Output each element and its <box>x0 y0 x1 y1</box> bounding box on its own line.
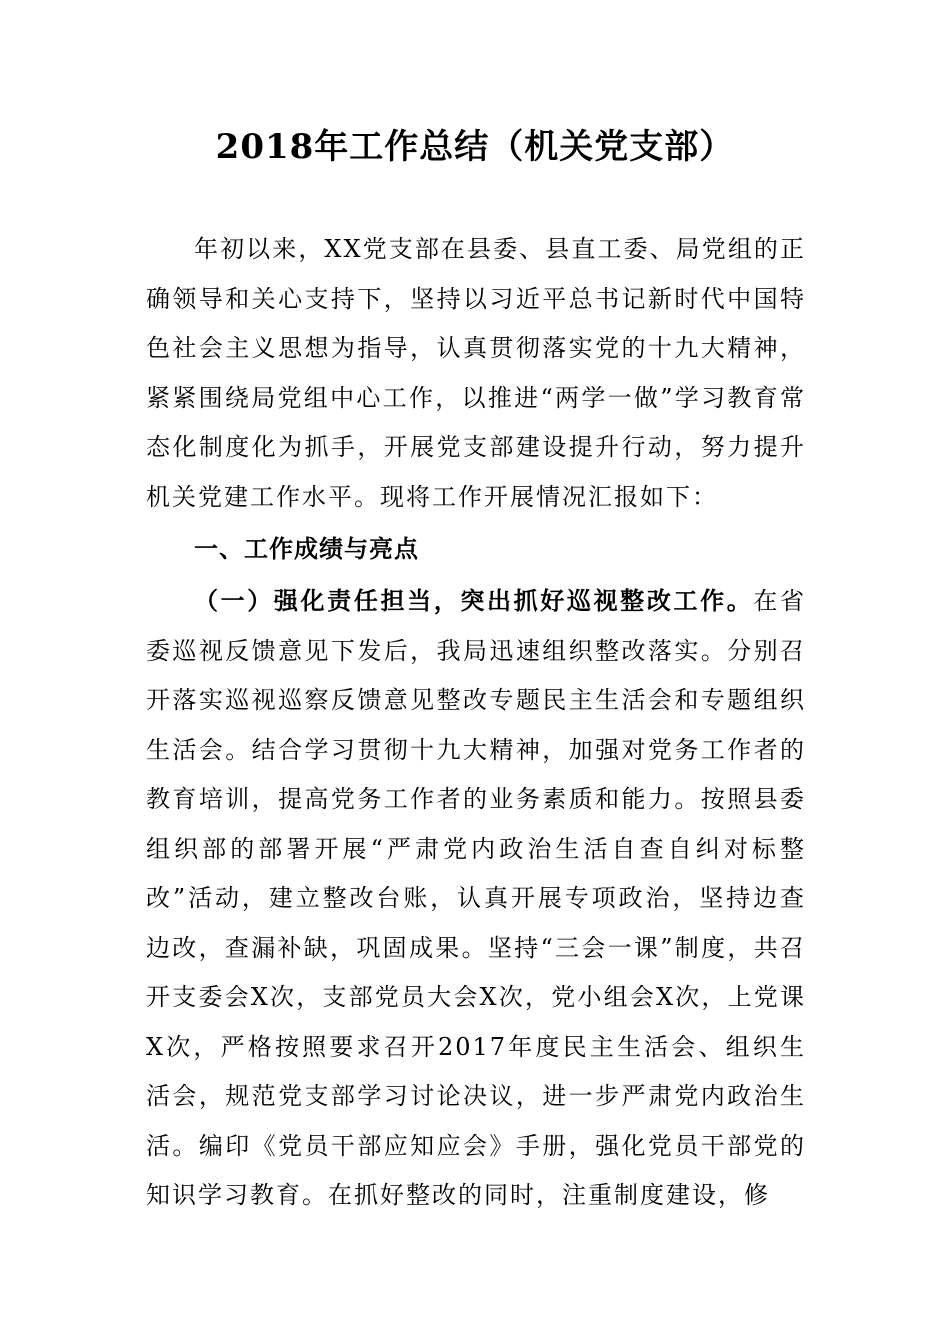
section-heading: 一、工作成绩与亮点 <box>194 535 419 563</box>
subsection-heading: （一）强化责任担当，突出抓好巡视整改工作。 <box>194 586 754 615</box>
intro-paragraph: 年初以来，XX党支部在县委、县直工委、局党组的正确领导和关心支持下，坚持以习近平总书记新时代中国特色社会主义思想为指导，认真贯彻落实党的十九大精神，紧紧围绕局党组中心工作，以推进“两学一做”学习教育常态化制度化为抓手，开展党支部建设提升行动，努力提升机关党建工作水平。现将工作开展情况汇报如下： <box>146 235 806 511</box>
subsection-paragraph <box>146 576 806 1221</box>
subsection-body: 在省委巡视反馈意见下发后，我局迅速组织整改落实。分别召开落实巡视巡察反馈意见整改专题民主生活会和专题组织生活会。结合学习贯彻十九大精神，加强对党务工作者的教育培训，提高党务工作者的业务素质和能力。按照县委组织部的部署开展“严肃党内政治生活自查自纠对标整改”活动，建立整改台账，认真开展专项政治，坚持边查边改，查漏补缺，巩固成果。坚持“三会一课”制度，共召开支委会X次，支部党员大会X次，党小组会X次，上党课X次，严格按照要求召开2017年度民主生活会、组织生活会，规范党支部学习讨论决议，进一步严肃党内政治生活。编印《党员干部应知应会》手册，强化党员干部党的知识学习教育。在抓好整改的同时，注重制度建设，修 <box>146 587 807 1209</box>
document-title: 2018年工作总结（机关党支部） <box>215 127 735 167</box>
